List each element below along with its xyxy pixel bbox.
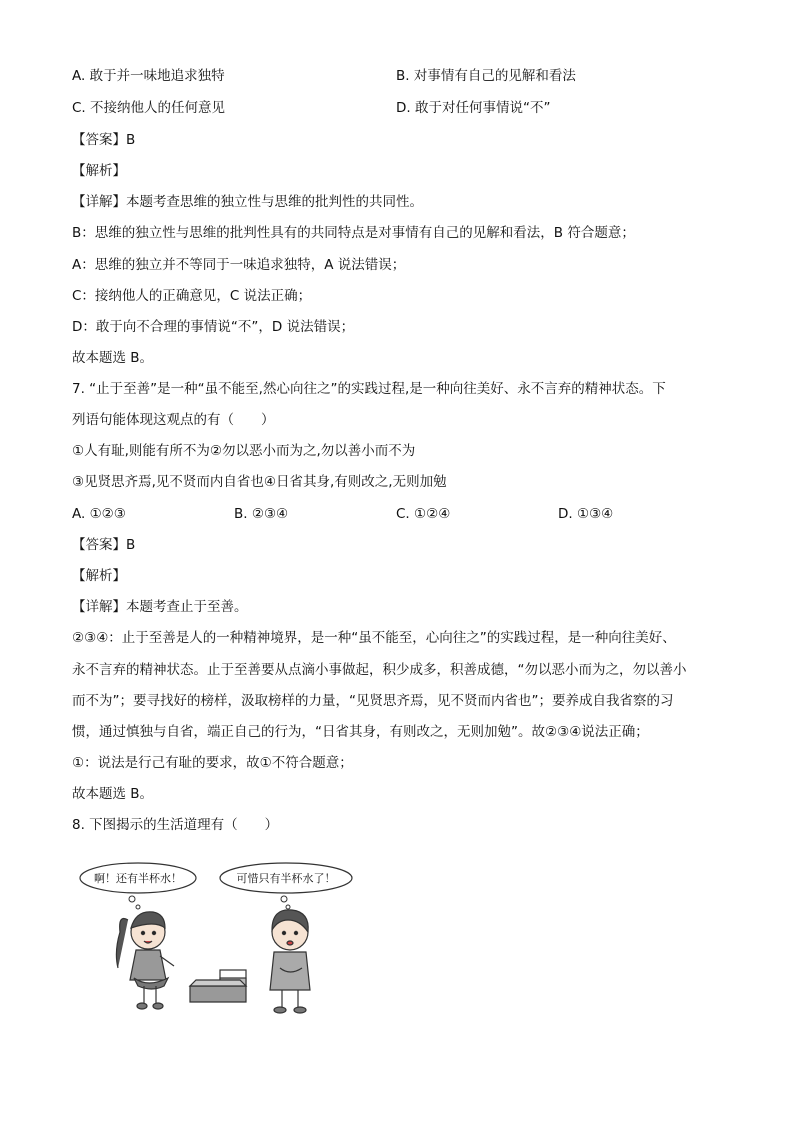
detail-line: B：思维的独立性与思维的批判性具有的共同特点是对事情有自己的见解和看法，B 符合题意； <box>72 225 635 241</box>
option-a: A. 敢于并一味地追求独特 <box>72 68 225 84</box>
detail-line: 故本题选 B。 <box>72 786 154 802</box>
table-with-cup <box>190 970 246 1002</box>
bubble-right-text: 可惜只有半杯水了！ <box>236 872 336 885</box>
question-stem: 7. “止于至善”是一种“虽不能至,然心向往之”的实践过程,是一种向往美好、永不言弃的精神状态。下 <box>72 381 666 397</box>
option-c: C. 不接纳他人的任何意见 <box>72 100 226 116</box>
detail-line: C：接纳他人的正确意见，C 说法正确； <box>72 288 312 304</box>
detail-line: ①：说法是行己有耻的要求，故①不符合题意； <box>72 755 353 771</box>
detail-line: D：敢于向不合理的事情说“不”，D 说法错误； <box>72 319 355 335</box>
analysis-label: 【解析】 <box>72 163 126 179</box>
answer-label: 【答案】B <box>72 132 136 148</box>
detail-line: 【详解】本题考查止于至善。 <box>72 599 248 615</box>
option-d: D. 敢于对任何事情说“不” <box>396 100 551 116</box>
question-stem: 8. 下图揭示的生活道理有（ ） <box>72 817 279 833</box>
option-c: C. ①②④ <box>396 506 451 522</box>
girl-figure <box>116 912 174 1009</box>
detail-line: 故本题选 B。 <box>72 350 154 366</box>
thought-bubble-right <box>220 863 352 909</box>
detail-line: 永不言弃的精神状态。止于至善要从点滴小事做起，积少成多，积善成德，“勿以恶小而为之，勿以善小 <box>72 662 687 678</box>
question-stem: ③见贤思齐焉,见不贤而内自省也④日省其身,有则改之,无则加勉 <box>72 474 447 490</box>
option-b: B. ②③④ <box>234 506 289 522</box>
bubble-left-text: 啊！还有半杯水！ <box>94 872 182 885</box>
option-a: A. ①②③ <box>72 506 126 522</box>
analysis-label: 【解析】 <box>72 568 126 584</box>
detail-line: A：思维的独立并不等同于一味追求独特，A 说法错误； <box>72 257 406 273</box>
cartoon-illustration <box>76 858 376 1018</box>
thought-bubble-left <box>80 863 196 909</box>
boy-figure <box>270 910 310 1013</box>
detail-line: 【详解】本题考查思维的独立性与思维的批判性的共同性。 <box>72 194 423 210</box>
detail-line: ②③④：止于至善是人的一种精神境界，是一种“虽不能至，心向往之”的实践过程，是一种向往美好、 <box>72 630 676 646</box>
option-b: B. 对事情有自己的见解和看法 <box>396 68 576 84</box>
detail-line: 而不为”；要寻找好的榜样，汲取榜样的力量，“见贤思齐焉，见不贤而内省也”；要养成自我省察的习 <box>72 693 674 709</box>
option-d: D. ①③④ <box>558 506 614 522</box>
question-stem: 列语句能体现这观点的有（ ） <box>72 412 275 428</box>
answer-label: 【答案】B <box>72 537 136 553</box>
question-stem: ①人有耻,则能有所不为②勿以恶小而为之,勿以善小而不为 <box>72 443 416 459</box>
detail-line: 惯，通过慎独与自省，端正自己的行为，“日省其身，有则改之，无则加勉”。故②③④说法正确； <box>72 724 649 740</box>
